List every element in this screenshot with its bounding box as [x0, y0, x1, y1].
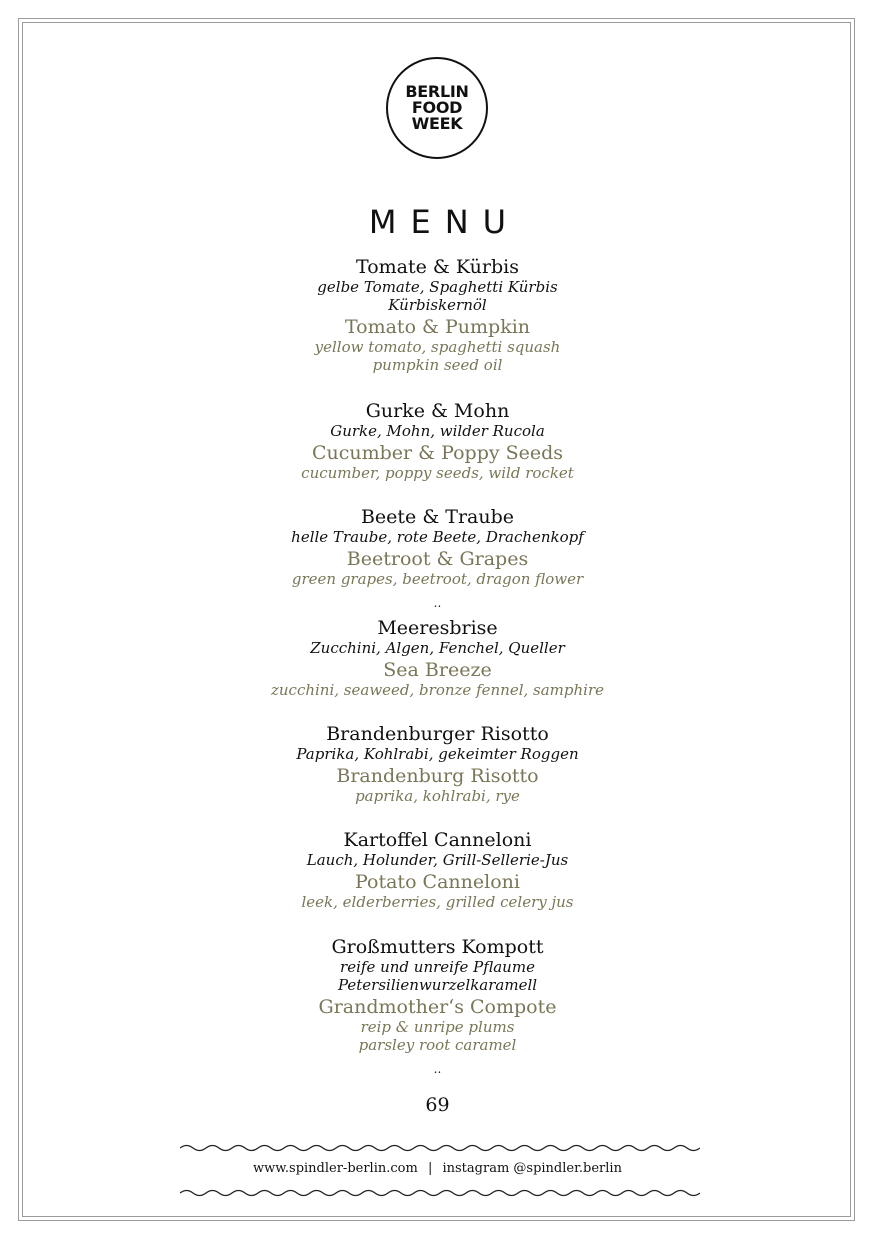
course-title-en: Cucumber & Poppy Seeds — [311, 442, 564, 464]
course-desc-en: leek, elderberries, grilled celery jus — [301, 893, 574, 911]
course-desc-de: helle Traube, rote Beete, Drachenkopf — [291, 528, 584, 546]
instagram-handle[interactable]: instagram @spindler.berlin — [442, 1161, 622, 1176]
course-desc-en: green grapes, beetroot, dragon flower — [291, 570, 584, 588]
logo-line: WEEK — [411, 114, 463, 133]
menu-title: MENU — [368, 203, 521, 241]
course-desc-de: Zucchini, Algen, Fenchel, Queller — [310, 639, 565, 657]
wave-divider-bottom — [180, 1188, 700, 1198]
course-desc-en: paprika, kohlrabi, rye — [355, 787, 520, 805]
course-title-de: Brandenburger Risotto — [326, 723, 549, 745]
course-7 — [0, 936, 875, 1054]
course-desc-de: Lauch, Holunder, Grill-Sellerie-Jus — [306, 851, 569, 869]
footer-divider: | — [427, 1161, 433, 1176]
wave-divider-top — [180, 1143, 700, 1153]
course-4 — [0, 617, 875, 699]
course-title-de: Meeresbrise — [377, 617, 498, 639]
course-title-de: Tomate & Kürbis — [356, 256, 519, 278]
course-title-de: Kartoffel Canneloni — [343, 829, 532, 851]
logo-line: FOOD — [411, 98, 463, 117]
course-desc-de: Petersilienwurzelkaramell — [337, 976, 538, 994]
course-6 — [0, 829, 875, 911]
menu-price: 69 — [425, 1094, 450, 1116]
course-desc-de: Paprika, Kohlrabi, gekeimter Roggen — [296, 745, 579, 763]
course-5 — [0, 723, 875, 805]
course-title-de: Beete & Traube — [360, 506, 515, 528]
course-desc-de: reife und unreife Pflaume — [340, 958, 535, 976]
course-title-en: Beetroot & Grapes — [346, 548, 529, 570]
course-title-en: Brandenburg Risotto — [336, 765, 539, 787]
separator-dots: .. — [433, 596, 442, 610]
course-desc-en: yellow tomato, spaghetti squash — [314, 338, 561, 356]
course-title-en: Tomato & Pumpkin — [344, 316, 531, 338]
berlin-food-week-logo — [386, 57, 488, 159]
course-desc-en: parsley root caramel — [358, 1036, 517, 1054]
course-desc-de: Kürbiskernöl — [388, 296, 487, 314]
course-title-de: Gurke & Mohn — [365, 400, 510, 422]
course-title-de: Großmutters Kompott — [331, 936, 544, 958]
footer-contact — [0, 1161, 875, 1176]
logo-line: BERLIN — [405, 82, 469, 101]
course-title-en: Grandmother‘s Compote — [318, 996, 557, 1018]
course-desc-en: reip & unripe plums — [360, 1018, 515, 1036]
course-desc-en: pumpkin seed oil — [372, 356, 503, 374]
course-title-en: Potato Canneloni — [355, 871, 520, 893]
course-desc-en: zucchini, seaweed, bronze fennel, samphire — [270, 681, 604, 699]
separator-dots: .. — [433, 1062, 442, 1076]
course-desc-de: Gurke, Mohn, wilder Rucola — [330, 422, 545, 440]
course-title-en: Sea Breeze — [383, 659, 492, 681]
course-3 — [0, 506, 875, 588]
course-2 — [0, 400, 875, 482]
course-desc-en: cucumber, poppy seeds, wild rocket — [301, 464, 574, 482]
course-desc-de: gelbe Tomate, Spaghetti Kürbis — [317, 278, 558, 296]
website-link[interactable]: www.spindler-berlin.com — [253, 1161, 418, 1176]
course-1 — [0, 256, 875, 374]
